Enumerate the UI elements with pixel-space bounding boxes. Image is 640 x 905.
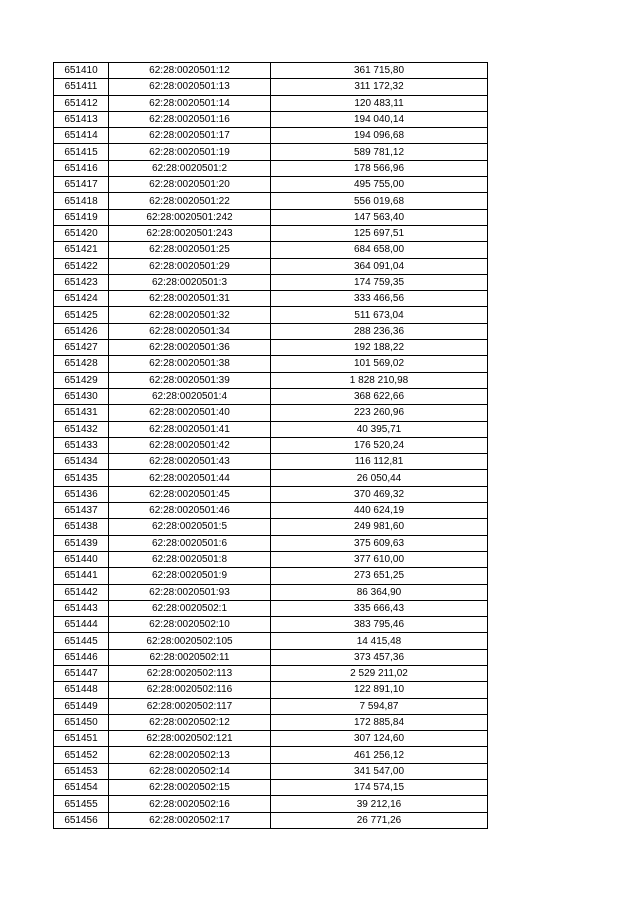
cadastral-number-cell: 62:28:0020501:46 [109, 503, 271, 519]
cadastral-value-cell: 147 563,40 [271, 209, 488, 225]
cadastral-number-cell: 62:28:0020502:1 [109, 600, 271, 616]
table-row [54, 698, 488, 714]
row-number-cell: 651445 [54, 633, 109, 649]
cadastral-value-cell: 116 112,81 [271, 454, 488, 470]
table-row [54, 209, 488, 225]
row-number-cell: 651441 [54, 568, 109, 584]
row-number-cell: 651448 [54, 682, 109, 698]
table-row [54, 323, 488, 339]
cadastral-number-cell: 62:28:0020501:25 [109, 242, 271, 258]
row-number-cell: 651444 [54, 617, 109, 633]
cadastral-value-cell: 40 395,71 [271, 421, 488, 437]
row-number-cell: 651436 [54, 486, 109, 502]
cadastral-value-cell: 495 755,00 [271, 177, 488, 193]
row-number-cell: 651423 [54, 274, 109, 290]
table-row [54, 486, 488, 502]
cadastral-number-cell: 62:28:0020501:42 [109, 437, 271, 453]
cadastral-value-cell: 2 529 211,02 [271, 665, 488, 681]
table-row [54, 731, 488, 747]
row-number-cell: 651416 [54, 160, 109, 176]
cadastral-value-cell: 39 212,16 [271, 796, 488, 812]
row-number-cell: 651449 [54, 698, 109, 714]
row-number-cell: 651439 [54, 535, 109, 551]
cadastral-number-cell: 62:28:0020501:4 [109, 388, 271, 404]
cadastral-number-cell: 62:28:0020501:19 [109, 144, 271, 160]
cadastral-value-cell: 341 547,00 [271, 763, 488, 779]
table-row [54, 470, 488, 486]
cadastral-value-cell: 307 124,60 [271, 731, 488, 747]
table-row [54, 356, 488, 372]
row-number-cell: 651430 [54, 388, 109, 404]
cadastral-value-cell: 311 172,32 [271, 79, 488, 95]
cadastral-number-cell: 62:28:0020501:31 [109, 291, 271, 307]
row-number-cell: 651426 [54, 323, 109, 339]
cadastral-number-cell: 62:28:0020502:12 [109, 714, 271, 730]
table-row [54, 780, 488, 796]
cadastral-number-cell: 62:28:0020501:3 [109, 274, 271, 290]
row-number-cell: 651428 [54, 356, 109, 372]
cadastral-value-cell: 373 457,36 [271, 649, 488, 665]
row-number-cell: 651432 [54, 421, 109, 437]
cadastral-value-cell: 1 828 210,98 [271, 372, 488, 388]
cadastral-value-cell: 7 594,87 [271, 698, 488, 714]
cadastral-value-cell: 14 415,48 [271, 633, 488, 649]
cadastral-number-cell: 62:28:0020501:44 [109, 470, 271, 486]
table-row [54, 649, 488, 665]
table-row [54, 796, 488, 812]
cadastral-number-cell: 62:28:0020501:32 [109, 307, 271, 323]
cadastral-number-cell: 62:28:0020501:43 [109, 454, 271, 470]
table-body [54, 63, 488, 829]
row-number-cell: 651424 [54, 291, 109, 307]
table-row [54, 633, 488, 649]
row-number-cell: 651452 [54, 747, 109, 763]
row-number-cell: 651431 [54, 405, 109, 421]
cadastral-value-cell: 174 574,15 [271, 780, 488, 796]
cadastral-number-cell: 62:28:0020502:121 [109, 731, 271, 747]
table-row [54, 714, 488, 730]
table-row [54, 617, 488, 633]
row-number-cell: 651427 [54, 340, 109, 356]
row-number-cell: 651437 [54, 503, 109, 519]
row-number-cell: 651434 [54, 454, 109, 470]
cadastral-value-cell: 684 658,00 [271, 242, 488, 258]
cadastral-number-cell: 62:28:0020501:12 [109, 63, 271, 79]
cadastral-value-cell: 273 651,25 [271, 568, 488, 584]
cadastral-value-cell: 101 569,02 [271, 356, 488, 372]
cadastral-number-cell: 62:28:0020501:17 [109, 128, 271, 144]
cadastral-number-cell: 62:28:0020501:29 [109, 258, 271, 274]
cadastral-value-cell: 249 981,60 [271, 519, 488, 535]
cadastral-value-cell: 194 096,68 [271, 128, 488, 144]
cadastral-number-cell: 62:28:0020501:6 [109, 535, 271, 551]
table-row [54, 600, 488, 616]
row-number-cell: 651443 [54, 600, 109, 616]
cadastral-number-cell: 62:28:0020501:8 [109, 551, 271, 567]
table-row [54, 79, 488, 95]
cadastral-number-cell: 62:28:0020502:17 [109, 812, 271, 828]
cadastral-number-cell: 62:28:0020501:242 [109, 209, 271, 225]
table-row [54, 340, 488, 356]
row-number-cell: 651418 [54, 193, 109, 209]
cadastral-value-cell: 368 622,66 [271, 388, 488, 404]
table-row [54, 144, 488, 160]
table-row [54, 812, 488, 828]
row-number-cell: 651412 [54, 95, 109, 111]
cadastral-number-cell: 62:28:0020501:16 [109, 111, 271, 127]
row-number-cell: 651411 [54, 79, 109, 95]
row-number-cell: 651455 [54, 796, 109, 812]
cadastral-value-cell: 176 520,24 [271, 437, 488, 453]
cadastral-value-cell: 26 050,44 [271, 470, 488, 486]
cadastral-number-cell: 62:28:0020502:105 [109, 633, 271, 649]
cadastral-value-cell: 364 091,04 [271, 258, 488, 274]
cadastral-value-cell: 26 771,26 [271, 812, 488, 828]
cadastral-number-cell: 62:28:0020502:113 [109, 665, 271, 681]
table-row [54, 95, 488, 111]
cadastral-number-cell: 62:28:0020501:93 [109, 584, 271, 600]
cadastral-value-cell: 361 715,80 [271, 63, 488, 79]
row-number-cell: 651440 [54, 551, 109, 567]
table-row [54, 503, 488, 519]
table-row [54, 747, 488, 763]
row-number-cell: 651419 [54, 209, 109, 225]
cadastral-value-cell: 377 610,00 [271, 551, 488, 567]
row-number-cell: 651438 [54, 519, 109, 535]
table-row [54, 454, 488, 470]
cadastral-value-cell: 589 781,12 [271, 144, 488, 160]
row-number-cell: 651446 [54, 649, 109, 665]
cadastral-number-cell: 62:28:0020501:9 [109, 568, 271, 584]
cadastral-number-cell: 62:28:0020501:40 [109, 405, 271, 421]
row-number-cell: 651435 [54, 470, 109, 486]
row-number-cell: 651429 [54, 372, 109, 388]
cadastral-number-cell: 62:28:0020501:39 [109, 372, 271, 388]
cadastral-value-cell: 335 666,43 [271, 600, 488, 616]
table-row [54, 242, 488, 258]
cadastral-value-cell: 120 483,11 [271, 95, 488, 111]
row-number-cell: 651447 [54, 665, 109, 681]
table-row [54, 763, 488, 779]
cadastral-value-cell: 174 759,35 [271, 274, 488, 290]
cadastral-value-cell: 370 469,32 [271, 486, 488, 502]
table-row [54, 128, 488, 144]
cadastral-number-cell: 62:28:0020502:117 [109, 698, 271, 714]
cadastral-value-cell: 383 795,46 [271, 617, 488, 633]
cadastral-number-cell: 62:28:0020502:13 [109, 747, 271, 763]
cadastral-number-cell: 62:28:0020501:45 [109, 486, 271, 502]
table-row [54, 682, 488, 698]
cadastral-value-cell: 440 624,19 [271, 503, 488, 519]
cadastral-value-table [53, 62, 488, 829]
cadastral-value-cell: 172 885,84 [271, 714, 488, 730]
table-row [54, 274, 488, 290]
cadastral-value-cell: 511 673,04 [271, 307, 488, 323]
row-number-cell: 651410 [54, 63, 109, 79]
cadastral-value-cell: 194 040,14 [271, 111, 488, 127]
table-row [54, 405, 488, 421]
cadastral-number-cell: 62:28:0020502:14 [109, 763, 271, 779]
table-row [54, 584, 488, 600]
cadastral-number-cell: 62:28:0020502:16 [109, 796, 271, 812]
row-number-cell: 651425 [54, 307, 109, 323]
row-number-cell: 651456 [54, 812, 109, 828]
table-row [54, 63, 488, 79]
table-row [54, 665, 488, 681]
cadastral-value-cell: 86 364,90 [271, 584, 488, 600]
table-row [54, 437, 488, 453]
table-row [54, 421, 488, 437]
cadastral-number-cell: 62:28:0020501:36 [109, 340, 271, 356]
cadastral-value-cell: 178 566,96 [271, 160, 488, 176]
cadastral-value-cell: 192 188,22 [271, 340, 488, 356]
table-row [54, 225, 488, 241]
table-row [54, 160, 488, 176]
table-row [54, 307, 488, 323]
row-number-cell: 651450 [54, 714, 109, 730]
row-number-cell: 651442 [54, 584, 109, 600]
cadastral-number-cell: 62:28:0020501:13 [109, 79, 271, 95]
row-number-cell: 651420 [54, 225, 109, 241]
cadastral-value-cell: 288 236,36 [271, 323, 488, 339]
row-number-cell: 651413 [54, 111, 109, 127]
table-row [54, 372, 488, 388]
cadastral-value-cell: 333 466,56 [271, 291, 488, 307]
table-row [54, 535, 488, 551]
cadastral-value-cell: 556 019,68 [271, 193, 488, 209]
row-number-cell: 651421 [54, 242, 109, 258]
table-row [54, 568, 488, 584]
cadastral-number-cell: 62:28:0020501:22 [109, 193, 271, 209]
cadastral-number-cell: 62:28:0020502:116 [109, 682, 271, 698]
row-number-cell: 651422 [54, 258, 109, 274]
cadastral-value-cell: 223 260,96 [271, 405, 488, 421]
cadastral-value-cell: 122 891,10 [271, 682, 488, 698]
table-row [54, 177, 488, 193]
table-row [54, 519, 488, 535]
row-number-cell: 651433 [54, 437, 109, 453]
row-number-cell: 651453 [54, 763, 109, 779]
table-row [54, 388, 488, 404]
cadastral-number-cell: 62:28:0020501:34 [109, 323, 271, 339]
cadastral-number-cell: 62:28:0020501:14 [109, 95, 271, 111]
cadastral-value-cell: 125 697,51 [271, 225, 488, 241]
table-row [54, 291, 488, 307]
row-number-cell: 651454 [54, 780, 109, 796]
row-number-cell: 651451 [54, 731, 109, 747]
table-row [54, 193, 488, 209]
cadastral-value-cell: 375 609,63 [271, 535, 488, 551]
cadastral-number-cell: 62:28:0020501:243 [109, 225, 271, 241]
cadastral-number-cell: 62:28:0020502:11 [109, 649, 271, 665]
cadastral-number-cell: 62:28:0020501:38 [109, 356, 271, 372]
row-number-cell: 651414 [54, 128, 109, 144]
table-row [54, 258, 488, 274]
cadastral-number-cell: 62:28:0020501:20 [109, 177, 271, 193]
cadastral-number-cell: 62:28:0020501:2 [109, 160, 271, 176]
row-number-cell: 651417 [54, 177, 109, 193]
cadastral-number-cell: 62:28:0020501:41 [109, 421, 271, 437]
cadastral-number-cell: 62:28:0020501:5 [109, 519, 271, 535]
table-row [54, 111, 488, 127]
row-number-cell: 651415 [54, 144, 109, 160]
table-row [54, 551, 488, 567]
cadastral-number-cell: 62:28:0020502:15 [109, 780, 271, 796]
cadastral-number-cell: 62:28:0020502:10 [109, 617, 271, 633]
cadastral-value-cell: 461 256,12 [271, 747, 488, 763]
